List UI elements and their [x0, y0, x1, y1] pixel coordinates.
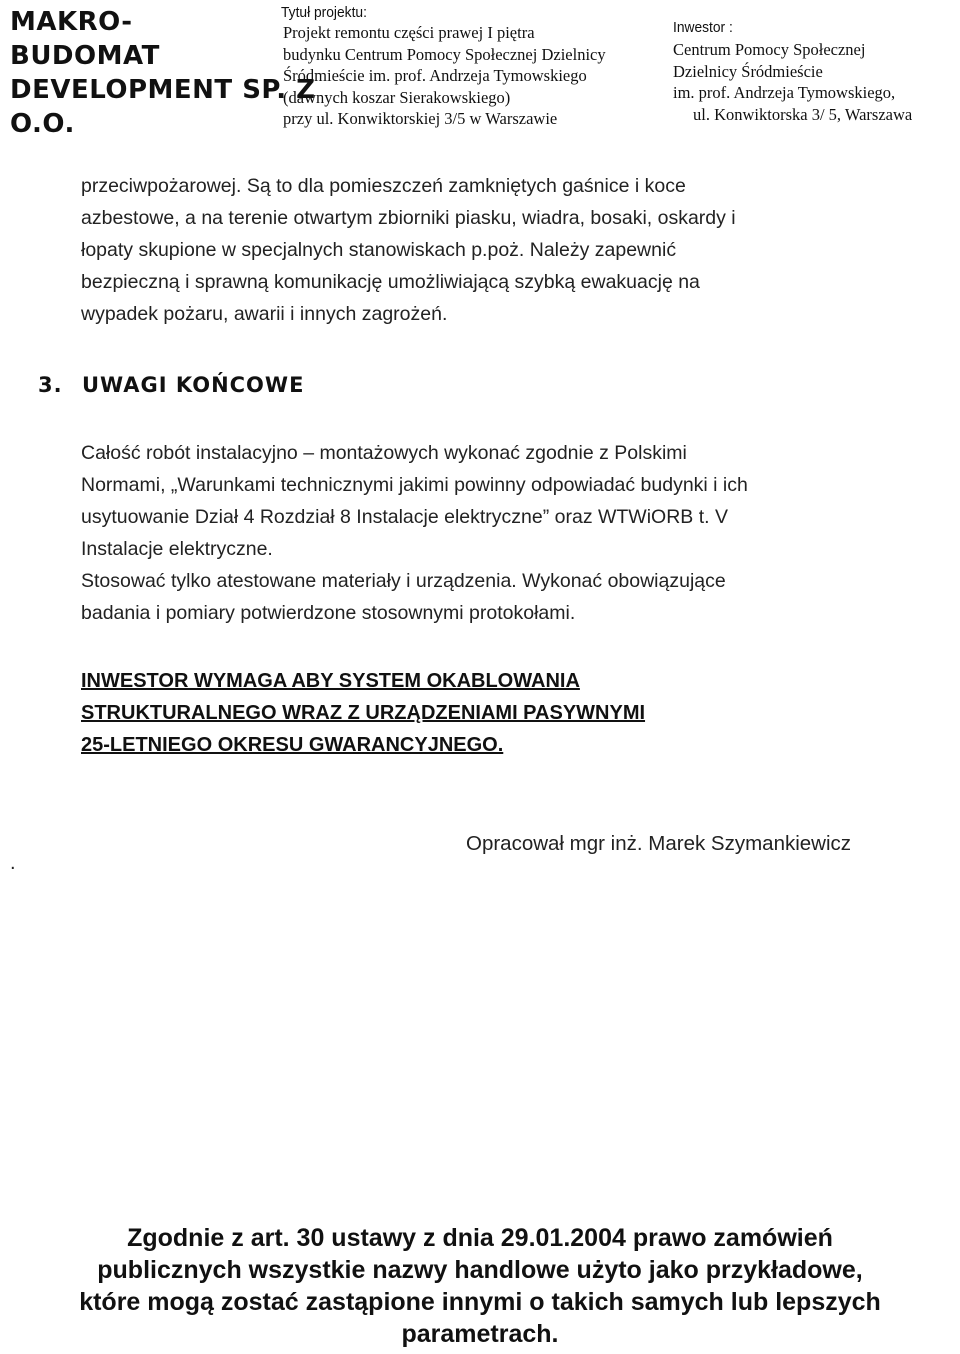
investor-line: Centrum Pomocy Społecznej: [673, 40, 866, 59]
text-line: wypadek pożaru, awarii i innych zagrożeń.: [81, 303, 448, 325]
footer-line: które mogą zostać zastąpione innymi o takich samych lub lepszych: [79, 1288, 881, 1316]
company-name-line: DEVELOPMENT SP. Z: [10, 75, 316, 105]
text-line: bezpieczną i sprawną komunikację umożliwiającą szybką ewakuację na: [81, 271, 700, 293]
text-line: Instalacje elektryczne.: [81, 538, 273, 560]
text-line: Całość robót instalacyjno – montażowych wykonać zgodnie z Polskimi: [81, 442, 687, 464]
section-number: 3.: [38, 373, 63, 397]
text-line: przeciwpożarowej. Są to dla pomieszczeń zamkniętych gaśnice i koce: [81, 175, 686, 197]
footer-line: Zgodnie z art. 30 ustawy z dnia 29.01.2004 prawo zamówień: [127, 1224, 833, 1252]
document-header: [0, 0, 960, 139]
investor-requirement-notice: [81, 665, 931, 761]
company-name-line: BUDOMAT: [10, 41, 160, 71]
stray-dot: .: [10, 852, 16, 874]
footer-line: publicznych wszystkie nazwy handlowe użyto jako przykładowe,: [97, 1256, 863, 1284]
text-line: azbestowe, a na terenie otwartym zbiorniki piasku, wiadra, bosaki, oskardy i: [81, 207, 736, 229]
investor-block: [673, 19, 958, 125]
notice-line: INWESTOR WYMAGA ABY SYSTEM OKABLOWANIA: [81, 670, 580, 692]
text-line: łopaty skupione w specjalnych stanowiskach p.poż. Należy zapewnić: [81, 239, 677, 261]
author-signature: Opracował mgr inż. Marek Szymankiewicz: [466, 832, 852, 855]
project-line: Śródmieście im. prof. Andrzeja Tymowskiego: [283, 66, 587, 85]
company-name-line: O.O.: [10, 109, 75, 139]
project-line: przy ul. Konwiktorskiej 3/5 w Warszawie: [283, 109, 558, 128]
investor-line: im. prof. Andrzeja Tymowskiego,: [673, 83, 896, 102]
investor-line: ul. Konwiktorska 3/ 5, Warszawa: [693, 104, 913, 124]
project-title-block: [281, 4, 661, 130]
final-remarks-paragraph: [81, 437, 931, 629]
company-name: [10, 5, 316, 141]
legal-footer: [0, 1222, 960, 1350]
investor-label: Inwestor :: [673, 19, 733, 36]
project-line: budynku Centrum Pomocy Społecznej Dzielnicy: [283, 44, 606, 64]
company-name-line: MAKRO-: [10, 7, 133, 37]
project-line: (dawnych koszar Sierakowskiego): [283, 87, 511, 107]
text-line: usytuowanie Dział 4 Rozdział 8 Instalacje elektryczne” oraz WTWiORB t. V: [81, 506, 728, 528]
footer-line: parametrach.: [401, 1320, 559, 1348]
text-line: badania i pomiary potwierdzone stosownymi protokołami.: [81, 602, 576, 624]
notice-line: 25-LETNIEGO OKRESU GWARANCYJNEGO.: [81, 734, 504, 756]
text-line: Normami, „Warunkami technicznymi jakimi powinny odpowiadać budynki i ich: [81, 474, 748, 496]
text-line: Stosować tylko atestowane materiały i urządzenia. Wykonać obowiązujące: [81, 570, 726, 592]
investor-line: Dzielnicy Śródmieście: [673, 61, 823, 81]
section-title: UWAGI KOŃCOWE: [82, 373, 305, 397]
project-line: Projekt remontu części prawej I piętra: [283, 23, 535, 42]
intro-paragraph: [81, 170, 931, 330]
section-heading: [38, 373, 304, 397]
notice-line: STRUKTURALNEGO WRAZ Z URZĄDZENIAMI PASYWNYMI: [81, 702, 646, 724]
project-label: Tytuł projektu:: [281, 4, 367, 21]
